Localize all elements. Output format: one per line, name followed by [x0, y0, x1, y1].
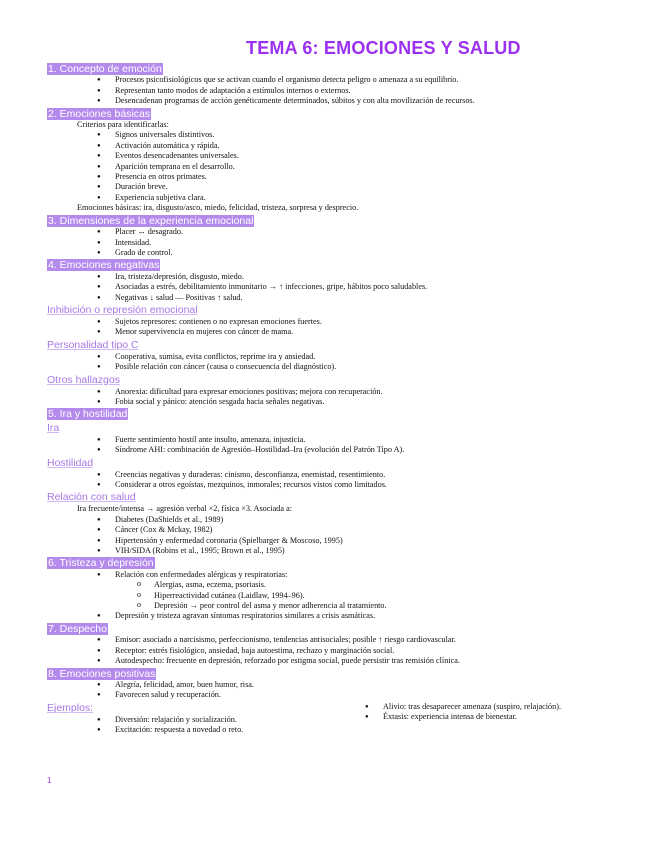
section-1-list: [47, 75, 617, 106]
list-item: ● Alivio: tras desaparecer amenaza (suspiro, relajación).: [327, 702, 561, 712]
section-8-list: [47, 680, 617, 701]
nested-list-item: o Depresión → peor control del asma y menor adherencia al tratamiento.: [47, 601, 617, 611]
list-item: ● Aparición temprana en el desarrollo.: [47, 162, 617, 172]
list-item: ● Anorexia: dificultad para expresar emociones positivas; mejora con recuperación.: [47, 387, 617, 397]
list-item: ● Grado de control.: [47, 248, 617, 258]
list-item: ● Creencias negativas y duraderas: cinismo, desconfianza, enemistad, resentimiento.: [47, 470, 617, 480]
list-item: ● Cáncer (Cox & Mckay, 1982): [47, 525, 617, 535]
list-item: ● Menor supervivencia en mujeres con cáncer de mama.: [47, 327, 617, 337]
list-item: ● Representan tanto modos de adaptación a estímulos internos o externos.: [47, 86, 617, 96]
list-item: ● Considerar a otros egoístas, mezquinos, inmorales; recursos vistos como limitados.: [47, 480, 617, 490]
section-heading-6: 6. Tristeza y depresión: [48, 557, 154, 570]
hostilidad-list: [47, 470, 617, 491]
criteria-intro: Criterios para identificarlas:: [77, 120, 169, 130]
list-item: ● Desencadenan programas de acción genéticamente determinados, súbitos y con alta movilización de recursos.: [47, 96, 617, 106]
list-item: ● Depresión y tristeza agravan síntomas respiratorios similares a crisis asmáticas.: [47, 611, 617, 621]
list-item: ● Diabetes (DaShields et al., 1989): [47, 515, 617, 525]
subheading-hostilidad: Hostilidad: [47, 456, 94, 469]
list-item: ● Éxtasis: experiencia intensa de bienestar.: [327, 712, 561, 722]
list-item: ● Posible relación con cáncer (causa o consecuencia del diagnóstico).: [47, 362, 617, 372]
health-relation-list: [47, 515, 617, 557]
examples-block: [47, 702, 617, 736]
list-item: ● Eventos desencadenantes universales.: [47, 151, 617, 161]
section-heading-8: 8. Emociones positivas: [48, 667, 156, 680]
section-heading-3: 3. Dimensiones de la experiencia emocional: [48, 214, 254, 227]
list-item: ● Excitación: respuesta a novedad o reto.: [47, 725, 617, 735]
subheading-examples: Ejemplos:: [47, 701, 94, 714]
page-title: TEMA 6: EMOCIONES Y SALUD: [246, 38, 521, 58]
list-item: ● Intensidad.: [47, 238, 617, 248]
section-3-list: [47, 227, 617, 258]
list-item: ● Hipertensión y enfermedad coronaria (Spielbarger & Moscoso, 1995): [47, 536, 617, 546]
subheading-ira: Ira: [47, 421, 60, 434]
list-item: ● Receptor: estrés fisiológico, ansiedad, baja autoestima, rechazo y marginación social.: [47, 646, 617, 656]
subheading-health-relation: Relación con salud: [47, 491, 136, 504]
nested-list-item: o Hiperreactividad cutánea (Laidlaw, 1994–96).: [47, 591, 617, 601]
subheading-other-findings: Otros hallazgos: [47, 373, 120, 386]
list-item: ● Fobia social y pánico: atención sesgada hacia señales negativas.: [47, 397, 617, 407]
list-item: ● Activación automática y rápida.: [47, 141, 617, 151]
section-heading-2: 2. Emociones básicas: [48, 107, 151, 120]
subheading-type-c: Personalidad tipo C: [47, 338, 139, 351]
section-7-list: [47, 635, 617, 666]
section-heading-1: 1. Concepto de emoción: [48, 63, 162, 75]
list-item: ● Emisor: asociado a narcisismo, perfeccionismo, tendencias antisociales; posible ↑ riesgo cardiovascular.: [47, 635, 617, 645]
list-item: ● Autodespecho: frecuente en depresión, reforzado por estigma social, puede persistir tras remisión clínica.: [47, 656, 617, 666]
list-item: ● Experiencia subjetiva clara.: [47, 193, 617, 203]
examples-right-list: [327, 702, 561, 723]
section-heading-4: 4. Emociones negativas: [48, 259, 160, 272]
section-6-list: [47, 570, 617, 622]
list-item: ● Duración breve.: [47, 182, 617, 192]
section-4-list: [47, 272, 617, 303]
page-number: 1: [47, 776, 52, 785]
list-item: ● Fuerte sentimiento hostil ante insulto, amenaza, injusticia.: [47, 435, 617, 445]
other-findings-list: [47, 387, 617, 408]
list-item: ● Alegría, felicidad, amor, buen humor, risa.: [47, 680, 617, 690]
list-item: ● Ira, tristeza/depresión, disgusto, miedo.: [47, 272, 617, 282]
section-2-list: [47, 130, 617, 203]
list-item: ● Presencia en otros primates.: [47, 172, 617, 182]
subheading-inhibition: Inhibición o represión emocional: [47, 303, 198, 316]
ira-list: [47, 435, 617, 456]
list-item: ● Cooperativa, sumisa, evita conflictos, reprime ira y ansiedad.: [47, 352, 617, 362]
section-heading-5: 5. Ira y hostilidad: [48, 408, 128, 421]
nested-list-item: o Alergias, asma, eczema, psoriasis.: [47, 580, 617, 590]
health-relation-intro: Ira frecuente/intensa → agresión verbal ×2, física ×3. Asociada a:: [77, 504, 292, 514]
list-item: ● Placer ↔ desagrado.: [47, 227, 617, 237]
list-item: ● Procesos psicofisiológicos que se activan cuando el organismo detecta peligro o amenaza a su equilibrio.: [47, 75, 617, 85]
list-item: ● VIH/SIDA (Robins et al., 1995; Brown et al., 1995): [47, 546, 617, 556]
list-item: ● Asociadas a estrés, debilitamiento inmunitario → ↑ infecciones, gripe, hábitos poco saludables.: [47, 282, 617, 292]
list-item: ● Favorecen salud y recuperación.: [47, 690, 617, 700]
type-c-list: [47, 352, 617, 373]
list-item: ● Sujetos represores: contienen o no expresan emociones fuertes.: [47, 317, 617, 327]
list-item: ● Relación con enfermedades alérgicas y respiratorias:: [47, 570, 617, 580]
list-item: ● Síndrome AHI: combinación de Agresión–Hostilidad–Ira (evolución del Patrón Tipo A).: [47, 445, 617, 455]
list-item: ● Negativas ↓ salud — Positivas ↑ salud.: [47, 293, 617, 303]
list-item: ● Diversión: relajación y socialización.: [47, 715, 617, 725]
document-body: [47, 62, 617, 736]
basic-emotions-line: Emociones básicas: ira, disgusto/asco, miedo, felicidad, tristeza, sorpresa y desprecio.: [77, 203, 359, 213]
section-heading-7: 7. Despecho: [48, 622, 107, 635]
list-item: ● Signos universales distintivos.: [47, 130, 617, 140]
inhibition-list: [47, 317, 617, 338]
